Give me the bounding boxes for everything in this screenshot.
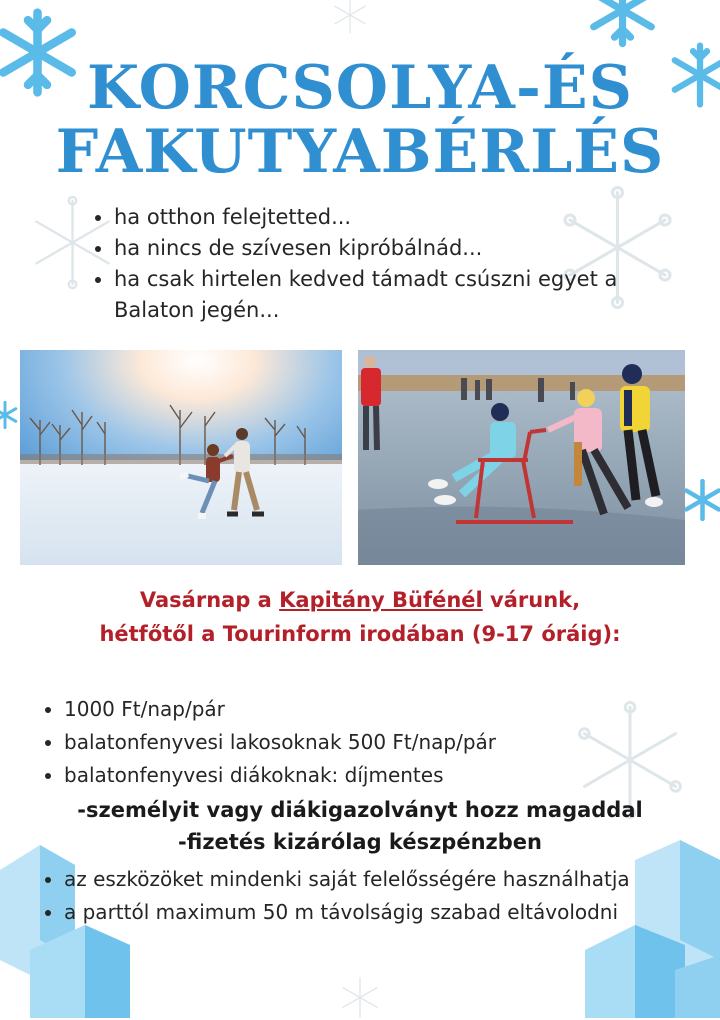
skating-couple-photo: [20, 350, 342, 565]
snowflake-icon: [570, 0, 675, 50]
list-item: • balatonfenyvesi diákoknak: díjmentes: [64, 759, 704, 792]
location-line-1: Vasárnap a Kapitány Büfénél várunk,: [139, 588, 581, 612]
snowflake-icon: [330, 975, 390, 1020]
title-line-2: FAKUTYABÉRLÉS: [55, 117, 665, 187]
intro-list: [70, 202, 674, 326]
ice-sled-children-photo: [358, 350, 685, 565]
kapitany-bufe-link[interactable]: Kapitány Büfénél: [279, 588, 483, 612]
id-note: -személyit vagy diákigazolványt hozz magaddal: [77, 798, 643, 822]
list-item: • a parttól maximum 50 m távolságig szabad eltávolodni: [64, 896, 674, 929]
snowflake-icon: [680, 460, 720, 540]
list-item: • az eszközöket mindenki saját felelősségére használhatja: [64, 863, 674, 896]
title-line-1: KORCSOLYA-ÉS: [87, 53, 633, 123]
payment-note: -fizetés kizárólag készpénzben: [178, 830, 542, 854]
list-item: • ha nincs de szívesen kipróbálnád...: [114, 233, 674, 264]
location-line-2: hétfőtől a Tourinform irodában (9-17 óráig):: [99, 622, 621, 646]
price-list: [18, 693, 704, 792]
list-item: • ha otthon felejtetted...: [114, 202, 674, 233]
list-item: • ha csak hirtelen kedved támadt csúszni egyet a Balaton jegén...: [114, 264, 674, 326]
list-item: • 1000 Ft/nap/pár: [64, 693, 704, 726]
list-item: • balatonfenyvesi lakosoknak 500 Ft/nap/pár: [64, 726, 704, 759]
snowflake-icon: [320, 0, 380, 35]
rules-list: [18, 863, 674, 929]
snowflake-icon: [0, 390, 20, 440]
